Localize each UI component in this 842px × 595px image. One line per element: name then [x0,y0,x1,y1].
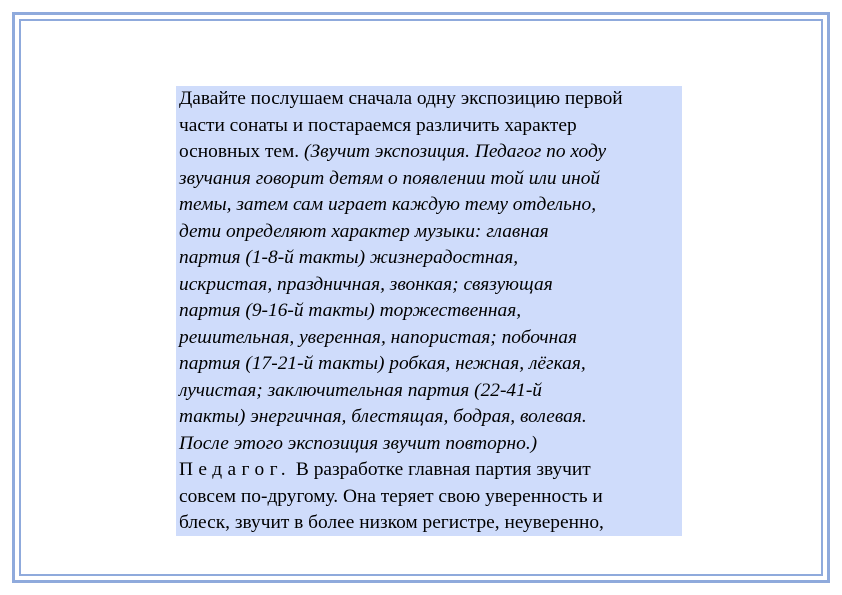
text-line [179,86,679,113]
text-line [179,484,679,511]
text-run: основных тем. [179,141,305,162]
text-run-italic: дети определяют характер музыки: главная [179,220,549,242]
text-line [179,245,679,272]
text-line [179,272,679,299]
text-line [179,166,679,193]
text-line [179,510,679,536]
text-run: совсем по-другому. Она теряет свою уверенность и [179,485,603,507]
text-run: блеск, звучит в более низком регистре, неуверенно, [179,512,604,533]
text-line [179,298,679,325]
text-line [179,431,679,458]
text-run: В разработке главная партия звучит [291,459,591,480]
text-run-italic: партия (17-21-й такты) робкая, нежная, лёгкая, [179,353,586,374]
text-line [179,192,679,219]
lesson-text-box [176,86,682,536]
speaker-label: Педагог. [179,459,292,480]
text-run-italic: искристая, праздничная, звонкая; связующая [179,273,553,295]
text-run-italic: лучистая; заключительная партия (22-41-й [179,379,542,401]
text-run-italic: партия (1-8-й такты) жизнерадостная, [179,247,519,268]
text-line [179,325,679,352]
text-line [179,457,679,484]
text-run-italic: решительная, уверенная, напористая; побочная [179,326,577,348]
text-line [179,113,679,140]
text-line [179,404,679,431]
text-run-italic: (Звучит экспозиция. Педагог по ходу [304,141,607,162]
text-run: Давайте послушаем сначала одну экспозицию первой [179,88,623,109]
text-run-italic: темы, затем сам играет каждую тему отдельно, [179,194,597,215]
text-line [179,219,679,246]
text-run-italic: звучания говорит детям о появлении той или иной [179,167,601,189]
text-line [179,378,679,405]
text-line [179,139,679,166]
text-run-italic: такты) энергичная, блестящая, бодрая, волевая. [179,406,587,427]
text-line [179,351,679,378]
text-run-italic: партия (9-16-й такты) торжественная, [179,300,522,321]
text-run: части сонаты и постараемся различить характер [179,114,577,136]
text-run-italic: После этого экспозиция звучит повторно.) [179,432,538,454]
